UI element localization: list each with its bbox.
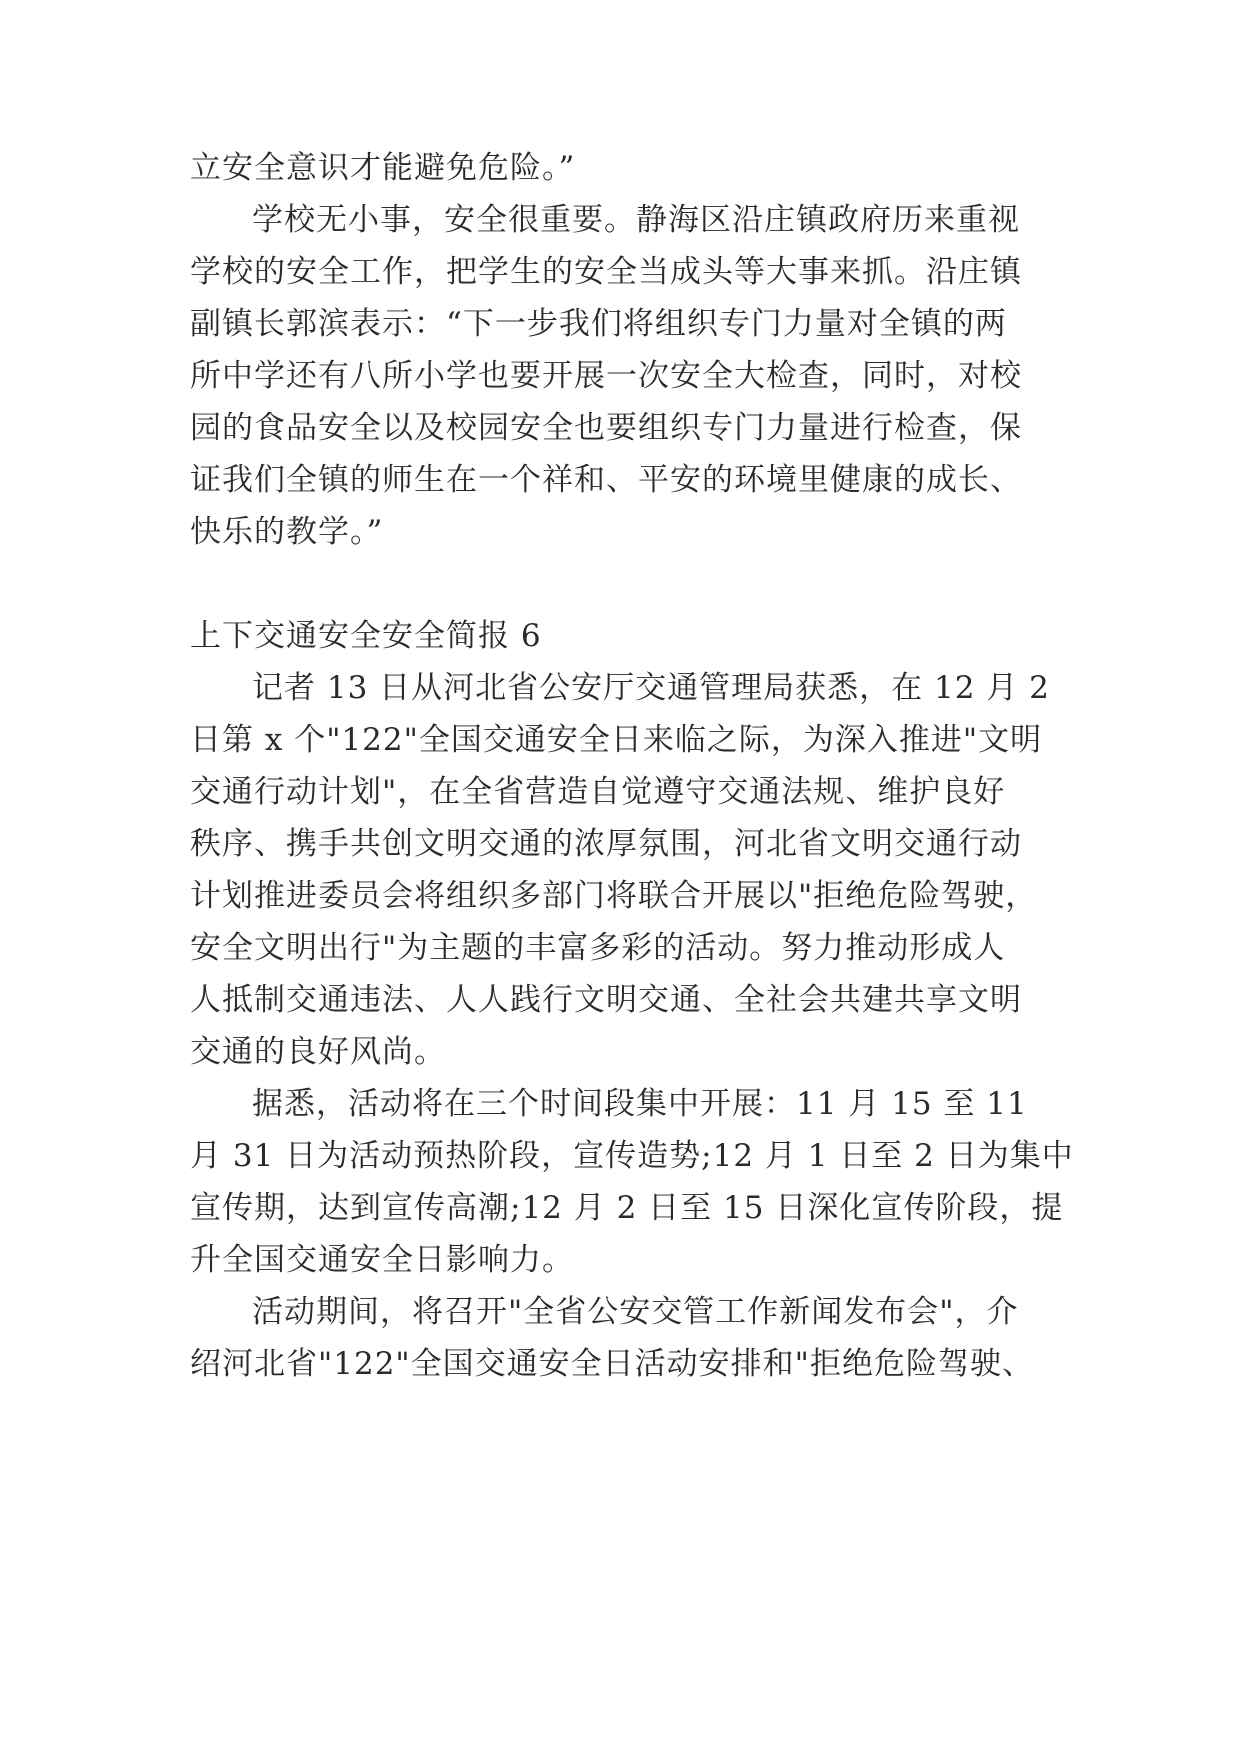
text-line: 立安全意识才能避免危险。” bbox=[190, 150, 576, 186]
text-line: 园的食品安全以及校园安全也要组织专门力量进行检查，保 bbox=[190, 410, 1022, 446]
text-line: 宣传期，达到宣传高潮;12 月 2 日至 15 日深化宣传阶段，提 bbox=[190, 1190, 1064, 1226]
text-line: 升全国交通安全日影响力。 bbox=[190, 1242, 574, 1278]
paragraph-first-line: 据悉，活动将在三个时间段集中开展：11 月 15 至 11 bbox=[252, 1086, 1028, 1122]
text-line: 学校的安全工作，把学生的安全当成头等大事来抓。沿庄镇 bbox=[190, 254, 1022, 290]
text-line: 副镇长郭滨表示：“下一步我们将组织专门力量对全镇的两 bbox=[190, 306, 1007, 342]
text-line: 证我们全镇的师生在一个祥和、平安的环境里健康的成长、 bbox=[190, 462, 1022, 498]
text-line: 快乐的教学。” bbox=[190, 514, 384, 550]
paragraph-first-line: 学校无小事，安全很重要。静海区沿庄镇政府历来重视 bbox=[252, 202, 1020, 238]
text-line: 人抵制交通违法、人人践行文明交通、全社会共建共享文明 bbox=[190, 982, 1022, 1018]
text-line: 交通行动计划"，在全省营造自觉遵守交通法规、维护良好 bbox=[190, 774, 1006, 810]
text-line: 日第 x 个"122"全国交通安全日来临之际，为深入推进"文明 bbox=[190, 722, 1043, 758]
text-line: 交通的良好风尚。 bbox=[190, 1034, 446, 1070]
text-line: 计划推进委员会将组织多部门将联合开展以"拒绝危险驾驶， bbox=[190, 878, 1038, 914]
text-line: 绍河北省"122"全国交通安全日活动安排和"拒绝危险驾驶、 bbox=[190, 1346, 1034, 1382]
paragraph-first-line: 活动期间，将召开"全省公安交管工作新闻发布会"，介 bbox=[252, 1294, 1019, 1330]
section-heading: 上下交通安全安全简报 6 bbox=[190, 618, 542, 654]
text-line: 所中学还有八所小学也要开展一次安全大检查，同时，对校 bbox=[190, 358, 1022, 394]
text-line: 安全文明出行"为主题的丰富多彩的活动。努力推动形成人 bbox=[190, 930, 1006, 966]
paragraph-first-line: 记者 13 日从河北省公安厅交通管理局获悉，在 12 月 2 bbox=[252, 670, 1050, 706]
text-line: 秩序、携手共创文明交通的浓厚氛围，河北省文明交通行动 bbox=[190, 826, 1022, 862]
text-line: 月 31 日为活动预热阶段，宣传造势;12 月 1 日至 2 日为集中 bbox=[190, 1138, 1074, 1174]
